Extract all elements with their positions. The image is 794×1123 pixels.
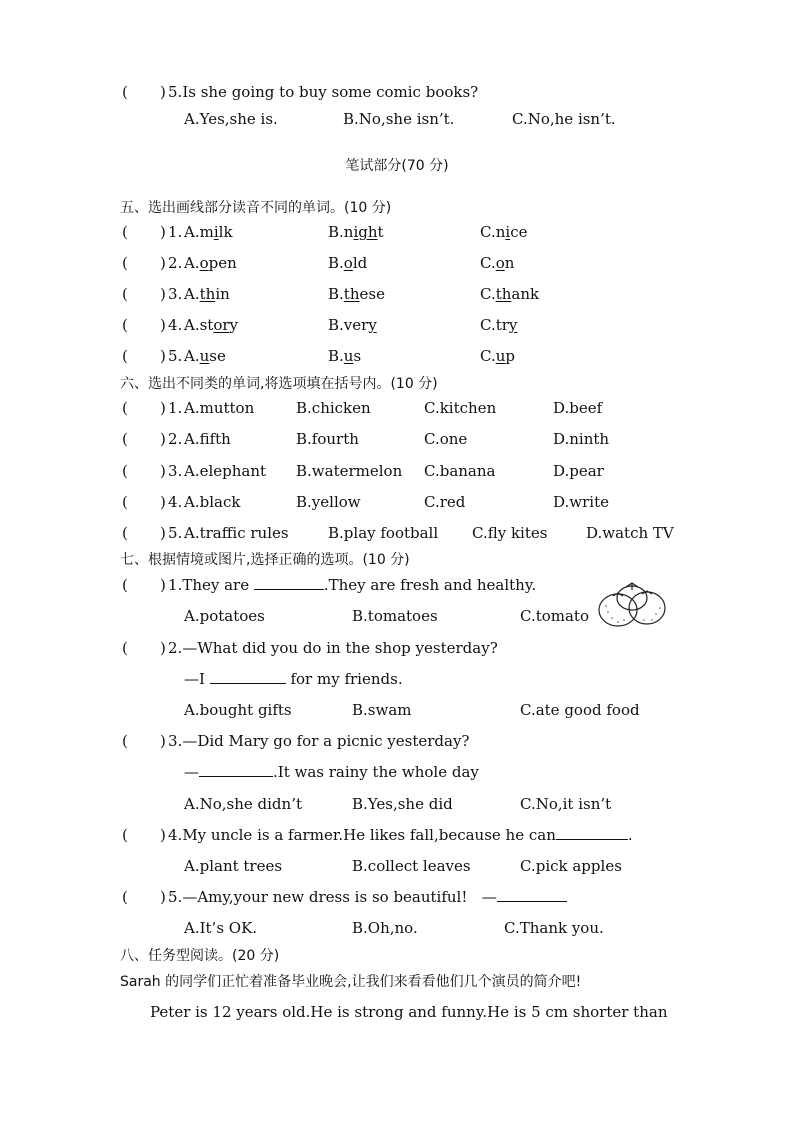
option-d: D.pear xyxy=(553,462,604,480)
question-number: 5. xyxy=(168,347,183,365)
underlined-letters: y xyxy=(508,316,518,334)
answer-paren-open: ( xyxy=(122,316,128,334)
answer-paren-open: ( xyxy=(122,347,128,365)
question-text: 4.My uncle is a farmer.He likes fall,because he can . xyxy=(168,826,633,844)
section-7-title: 七、根据情境或图片,选择正确的选项。(10 分) xyxy=(120,552,410,568)
answer-paren-open: ( xyxy=(122,223,128,241)
reading-paragraph: Peter is 12 years old.He is strong and funny.He is 5 cm shorter than xyxy=(150,1003,668,1021)
answer-paren-close: ) xyxy=(160,399,166,417)
answer-paren-close: ) xyxy=(160,462,166,480)
option-c: C.tomato xyxy=(520,607,589,625)
answer-paren-close: ) xyxy=(160,316,166,334)
option-a: A.elephant xyxy=(184,462,267,480)
answer-paren-open: ( xyxy=(122,285,128,303)
question-text-line2: —I for my friends. xyxy=(184,670,403,688)
option-b: B.chicken xyxy=(296,399,371,417)
underlined-letters: u xyxy=(495,347,506,365)
option-a: A.story xyxy=(184,316,239,334)
answer-paren-close: ) xyxy=(160,576,166,594)
option-b: B.these xyxy=(328,285,385,303)
option-a: A.thin xyxy=(184,285,230,303)
answer-blank[interactable] xyxy=(199,763,273,777)
option-a: A.potatoes xyxy=(184,607,265,625)
answer-paren-close: ) xyxy=(160,826,166,844)
option-a: A.plant trees xyxy=(184,857,283,875)
question-number: 5. xyxy=(168,524,183,542)
option-c: C.ate good food xyxy=(520,701,640,719)
option-c: C.No,it isn’t xyxy=(520,795,612,813)
option-c: C.No,he isn’t. xyxy=(512,110,616,128)
question-text: 5.—Amy,your new dress is so beautiful! — xyxy=(168,888,567,906)
underlined-letters: u xyxy=(199,347,210,365)
option-d: D.watch TV xyxy=(586,524,674,542)
answer-paren-open: ( xyxy=(122,430,128,448)
answer-paren-close: ) xyxy=(160,639,166,657)
question-text-line2: — .It was rainy the whole day xyxy=(184,763,479,781)
answer-paren-open: ( xyxy=(122,524,128,542)
question-number: 3. xyxy=(168,462,183,480)
section-8-title: 八、任务型阅读。(20 分) xyxy=(120,948,280,964)
option-a: A.It’s OK. xyxy=(184,919,258,937)
answer-paren-close: ) xyxy=(160,493,166,511)
answer-paren-open: ( xyxy=(122,83,128,101)
underlined-letters: or xyxy=(213,316,230,334)
option-a: A.bought gifts xyxy=(184,701,292,719)
option-b: B.Yes,she did xyxy=(352,795,453,813)
option-a: A.No,she didn’t xyxy=(184,795,302,813)
answer-paren-open: ( xyxy=(122,493,128,511)
question-number: 4. xyxy=(168,316,183,334)
option-b: B.night xyxy=(328,223,384,241)
answer-paren-close: ) xyxy=(160,430,166,448)
option-c: C.on xyxy=(480,254,515,272)
question-number: 2. xyxy=(168,430,183,448)
option-c: C.pick apples xyxy=(520,857,622,875)
answer-paren-open: ( xyxy=(122,399,128,417)
option-a: A.fifth xyxy=(184,430,231,448)
option-c: C.nice xyxy=(480,223,528,241)
answer-paren-close: ) xyxy=(160,254,166,272)
answer-paren-close: ) xyxy=(160,223,166,241)
answer-paren-open: ( xyxy=(122,826,128,844)
answer-blank[interactable] xyxy=(497,888,567,902)
answer-blank[interactable] xyxy=(254,576,324,590)
option-b: B.collect leaves xyxy=(352,857,471,875)
underlined-letters: th xyxy=(343,285,360,303)
option-a: A.traffic rules xyxy=(184,524,289,542)
question-text: 2.—What did you do in the shop yesterday? xyxy=(168,639,498,657)
answer-paren-open: ( xyxy=(122,732,128,750)
option-c: C.thank xyxy=(480,285,540,303)
underlined-letters: o xyxy=(495,254,505,272)
tomato-icon xyxy=(596,580,670,632)
option-c: C.up xyxy=(480,347,515,365)
underlined-letters: igh xyxy=(353,223,378,241)
answer-blank[interactable] xyxy=(210,670,286,684)
answer-paren-close: ) xyxy=(160,285,166,303)
option-d: D.write xyxy=(553,493,609,511)
option-a: A.mutton xyxy=(184,399,255,417)
answer-paren-close: ) xyxy=(160,888,166,906)
answer-paren-open: ( xyxy=(122,254,128,272)
section-8-intro: Sarah 的同学们正忙着准备毕业晚会,让我们来看看他们几个演员的简介吧! xyxy=(120,974,582,990)
option-d: D.ninth xyxy=(553,430,610,448)
option-b: B.No,she isn’t. xyxy=(343,110,455,128)
option-b: B.yellow xyxy=(296,493,361,511)
option-b: B.tomatoes xyxy=(352,607,438,625)
question-text: 3.—Did Mary go for a picnic yesterday? xyxy=(168,732,470,750)
answer-blank[interactable] xyxy=(556,826,628,840)
answer-paren-open: ( xyxy=(122,639,128,657)
question-text: 1.They are .They are fresh and healthy. xyxy=(168,576,537,594)
question-number: 1. xyxy=(168,223,183,241)
written-part-heading: 笔试部分(70 分) xyxy=(345,158,449,174)
option-a: A.black xyxy=(184,493,241,511)
question-number: 5.Is she going to buy some comic books? xyxy=(168,83,479,101)
underlined-letters: th xyxy=(495,285,512,303)
option-c: C.try xyxy=(480,316,518,334)
option-b: B.play football xyxy=(328,524,439,542)
option-c: C.red xyxy=(424,493,466,511)
option-a: A.Yes,she is. xyxy=(184,110,278,128)
answer-paren-open: ( xyxy=(122,888,128,906)
answer-paren-open: ( xyxy=(122,462,128,480)
option-a: A.use xyxy=(184,347,226,365)
option-c: C.banana xyxy=(424,462,496,480)
question-number: 2. xyxy=(168,254,183,272)
underlined-letters: o xyxy=(343,254,353,272)
option-b: B.fourth xyxy=(296,430,359,448)
question-number: 1. xyxy=(168,399,183,417)
question-number: 4. xyxy=(168,493,183,511)
underlined-letters: i xyxy=(505,223,511,241)
option-b: B.us xyxy=(328,347,362,365)
question-number: 3. xyxy=(168,285,183,303)
option-b: B.Oh,no. xyxy=(352,919,418,937)
option-c: C.Thank you. xyxy=(504,919,604,937)
answer-paren-open: ( xyxy=(122,576,128,594)
underlined-letters: u xyxy=(343,347,354,365)
answer-paren-close: ) xyxy=(160,732,166,750)
option-a: A.open xyxy=(184,254,237,272)
option-a: A.milk xyxy=(184,223,233,241)
option-b: B.very xyxy=(328,316,377,334)
section-6-title: 六、选出不同类的单词,将选项填在括号内。(10 分) xyxy=(120,376,438,392)
option-d: D.beef xyxy=(553,399,603,417)
answer-paren-close: ) xyxy=(160,83,166,101)
option-c: C.one xyxy=(424,430,468,448)
underlined-letters: i xyxy=(213,223,219,241)
option-b: B.watermelon xyxy=(296,462,403,480)
underlined-letters: y xyxy=(368,316,377,334)
underlined-letters: th xyxy=(199,285,216,303)
option-c: C.kitchen xyxy=(424,399,497,417)
section-5-title: 五、选出画线部分读音不同的单词。(10 分) xyxy=(120,200,392,216)
underlined-letters: o xyxy=(199,254,209,272)
option-b: B.old xyxy=(328,254,368,272)
answer-paren-close: ) xyxy=(160,524,166,542)
option-b: B.swam xyxy=(352,701,412,719)
answer-paren-close: ) xyxy=(160,347,166,365)
option-c: C.fly kites xyxy=(472,524,548,542)
